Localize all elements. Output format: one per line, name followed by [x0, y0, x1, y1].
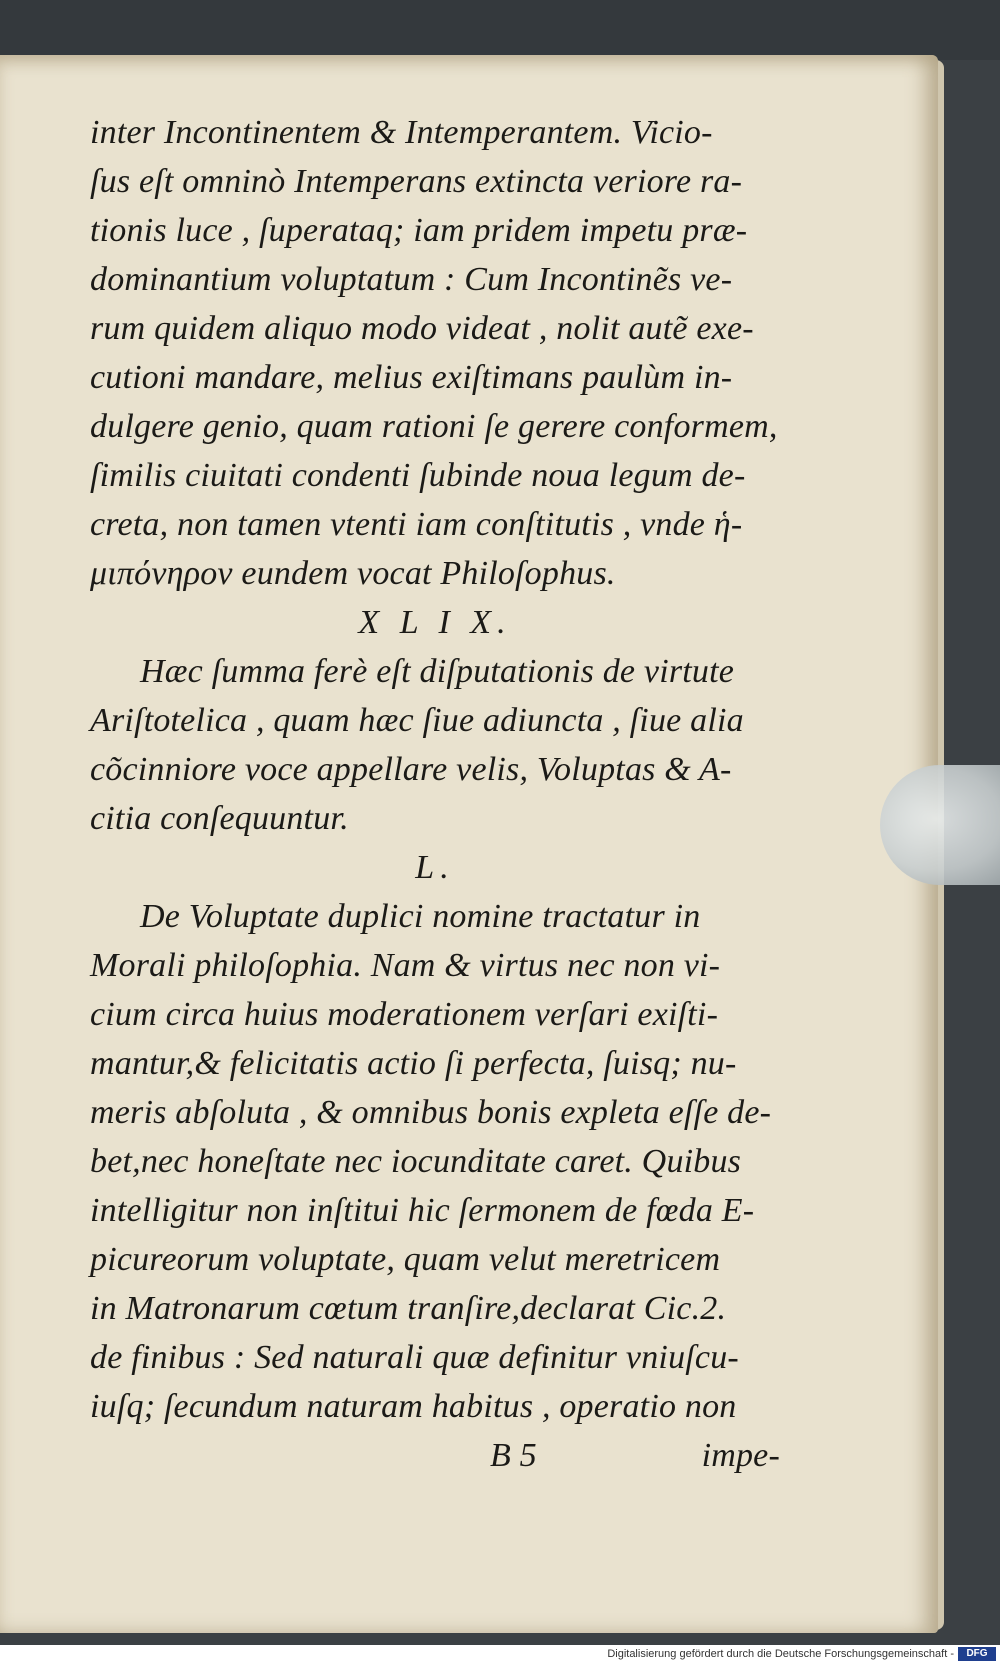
text-line: in Matronarum cœtum tranſire,declarat Cic.2. — [90, 1290, 727, 1327]
section-heading-l: L. — [415, 849, 455, 886]
text-line: cutioni mandare, melius exiſtimans paulùm in- — [90, 359, 733, 396]
text-line: cium circa huius moderationem verſari exiſti- — [90, 996, 719, 1033]
catchword: impe- — [701, 1437, 780, 1474]
signature-mark: B 5 — [490, 1437, 537, 1474]
text-line: dulgere genio, quam rationi ſe gerere conformem, — [90, 408, 778, 445]
text-line: de finibus : Sed naturali quæ definitur vniuſcu- — [90, 1339, 739, 1376]
text-line: Morali philoſophia. Nam & virtus nec non vi- — [90, 947, 721, 984]
page-clip — [880, 765, 1000, 885]
text-line: Ariſtotelica , quam hæc ſiue adiuncta , ſiue alia — [90, 702, 744, 739]
text-line: dominantium voluptatum : Cum Incontinẽs ve- — [90, 261, 733, 298]
text-line: mantur,& felicitatis actio ſi perfecta, ſuisq; nu- — [90, 1045, 737, 1082]
text-line: iuſq; ſecundum naturam habitus , operatio non — [90, 1388, 737, 1425]
text-line: intelligitur non inſtitui hic ſermonem de fœda E- — [90, 1192, 755, 1229]
text-line: De Voluptate duplici nomine tractatur in — [140, 898, 701, 935]
text-line: Hæc ſumma ferè eſt diſputationis de virtute — [140, 653, 735, 690]
text-line: inter Incontinentem & Intemperantem. Vicio- — [90, 114, 713, 151]
text-line: rum quidem aliquo modo videat , nolit autẽ exe- — [90, 310, 754, 347]
scan-background — [0, 0, 1000, 60]
text-line: bet,nec honeſtate nec iocunditate caret. Quibus — [90, 1143, 742, 1180]
section-heading-xlix: X L I X. — [358, 604, 512, 641]
text-line: μιπόνηρον eundem vocat Philoſophus. — [90, 555, 616, 592]
text-line: picureorum voluptate, quam velut meretricem — [90, 1241, 721, 1278]
page-text — [90, 108, 780, 1480]
digitization-footer — [0, 1645, 1000, 1663]
text-line: citia conſequuntur. — [90, 800, 349, 837]
text-line: ſus eſt omninò Intemperans extincta veriore ra- — [90, 163, 743, 200]
text-line: creta, non tamen vtenti iam conſtitutis , vnde ἡ- — [90, 506, 743, 543]
text-line: tionis luce , ſuperataq; iam pridem impetu præ- — [90, 212, 748, 249]
text-line: meris abſoluta , & omnibus bonis expleta eſſe de- — [90, 1094, 772, 1131]
text-line: cõcinniore voce appellare velis, Voluptas & A- — [90, 751, 732, 788]
signature-line — [90, 1431, 780, 1480]
footer-credit: Digitalisierung gefördert durch die Deutsche Forschungsgemeinschaft - — [607, 1648, 954, 1660]
dfg-logo: DFG — [958, 1647, 996, 1661]
text-line: ſimilis ciuitati condenti ſubinde noua legum de- — [90, 457, 746, 494]
